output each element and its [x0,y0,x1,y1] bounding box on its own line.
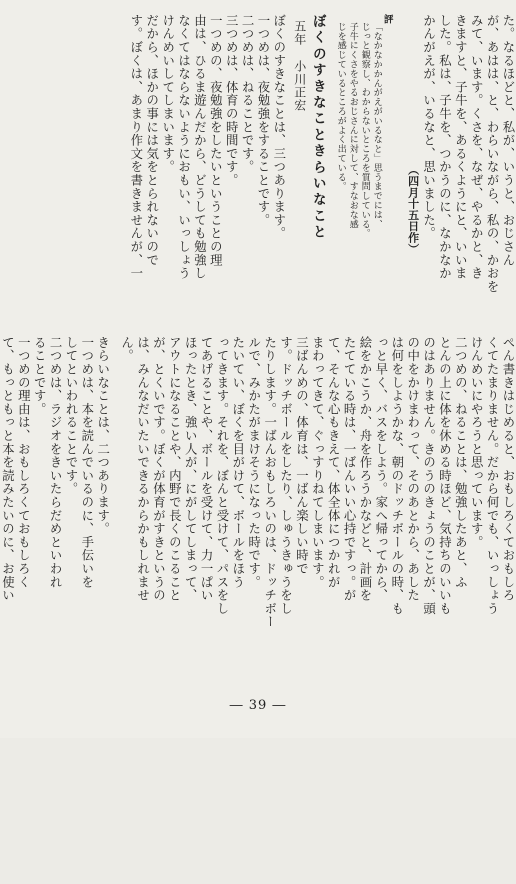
essay2-line: たりします。一ばんおもしろいのは、ドッチボー [262,336,278,629]
essay1-critique-label: 評 [381,14,393,25]
essay1-critique-line: 子牛にくさをやるおじさんに対して、すなおな感 [347,22,358,229]
essay2-line: て、もっともっと本を読みたいのに、お使い [0,336,16,602]
essay2-line: のはありません。きのうのきょうのことが、頭 [421,336,437,616]
essay2-line: す。ドッチボールをしたり、しゅうきゅうをし [278,336,294,616]
essay2-line: とんの上に体を休める時ほど、気持ちのいいも [437,336,453,616]
essay2-line: ってきます。それを、ぼんと受けて、パスをし [214,336,230,616]
essay2-line: てあげることや、ボールを受けて、力一ぱい [199,336,215,602]
essay2-line: 三ばんめの、体育は、一ばん楽しい時で [294,336,310,576]
essay2-line: は、みんなだいたいできるからかもしれませ [135,336,151,602]
essay2-line: が、とくいです。ぼくが体育がすきというの [151,336,167,602]
essay2-line: ルで、みかたがまけそうになった時です。 [246,336,262,589]
essay2-author-name: 小川正宏 [292,60,307,112]
essay2-line: くてたまりません。だから何でも、いっしょう [485,336,501,616]
essay1-critique-line: 「なかなかかんがえがいるなと」思うまでには、 [371,22,382,229]
essay2-line: 一つめは、夜勉強をすることです。 [255,14,271,227]
essay1-critique-line: じを感じているところがよく出ている。 [335,22,346,192]
essay1-line: が、あはは、と、わらいながら、私の、かおを [485,14,501,294]
essay2-line: たいてい、ぼくを目がけて、ボールをほう [230,336,246,589]
bottom-half [0,336,516,654]
essay1-critique-line: じっと観察し、わからないところを質問している。 [359,22,370,239]
essay2-line: ぼくのすきなことは、三つあります。 [271,14,287,241]
essay2-line: けんめいしてしまいます。 [160,14,176,174]
essay2-line: 二つめは、ラジオをきいたらだめといわれ [48,336,64,589]
essay2-author-grade: 五年 [292,20,307,46]
essay2-line: っと早く、バスをしよう。家へ帰ってから、 [373,336,389,602]
essay1-line: た。なるほどと、私が、いうと、おじさん [501,14,516,267]
essay2-line: 三つめは、体育の時間です。 [224,14,240,187]
essay1-date: （四月十五日作） [406,164,420,255]
essay2-line: ん。 [119,336,135,363]
essay2-line: ぺん書きはじめると、おもしろくておもしろ [501,336,516,602]
page-number: ― 39 ― [229,698,287,713]
essay2-line: ることです。 [32,336,48,416]
essay2-line: アウトになることや、内野で長くのこること [167,336,183,602]
essay2-line: してといわれることです。 [63,336,79,496]
essay2-line: 二つめは、ねることです。 [240,14,256,174]
essay2-line: まわってきて、ぐっすりねてしまいます。 [310,336,326,589]
essay2-title: ぼくのすきなこときらいなこと [309,14,326,241]
essay2-line: 一つめは、本を読んでいるのに、手伝いを [79,336,95,589]
top-half [0,14,516,306]
essay2-line: 一つめの、夜勉強をしたいということの理 [208,14,224,267]
essay2-line: きらいなことは、二つあります。 [95,336,111,536]
essay1-line: みて、います。くさを、なぜ、やるかと、き [469,14,485,280]
essay2-line: の中をかけまわって、そのあとから、あした [405,336,421,602]
essay1-line: きますと、子牛を、あるくようにと、いいま [453,14,469,280]
essay2-line: けんめいにやろうと思っています。 [469,336,485,549]
essay2-line: は何をしようかな、朝のドッチボールの時、も [389,336,405,616]
essay2-line: なくてはならないようにおもい、いっしょう [176,14,192,280]
essay2-line: たてている時は、一ばんいい心持ですっ。が [342,336,358,602]
essay2-author [291,14,307,312]
essay2-line: す。ぼくは、あまり作文を書きませんが、一 [128,14,144,280]
essay1-line: した。私は、子牛を、つかうのに、なかなか [437,14,453,280]
essay2-line: ほったとき、強い人が、にがしてしまって、 [183,336,199,602]
essay2-line: 二つめの、ねることは、勉強したあと、ふ [453,336,469,589]
essay2-line: 一つめの理由は、おもしろくておもしろく [16,336,32,589]
essay2-line: 由は、ひるま遊んだから、どうしても勉強し [192,14,208,280]
essay2-line: て、そんな心もきえて、体全体につかれが [326,336,342,589]
essay2-line: 絵をかこうか、舟を作ろうかなどと、計画を [357,336,373,602]
essay2-line: だから、ほかの事には気をとられないので [144,14,160,267]
essay1-line: かんがえが、いるなと、思いました。 [421,14,437,241]
